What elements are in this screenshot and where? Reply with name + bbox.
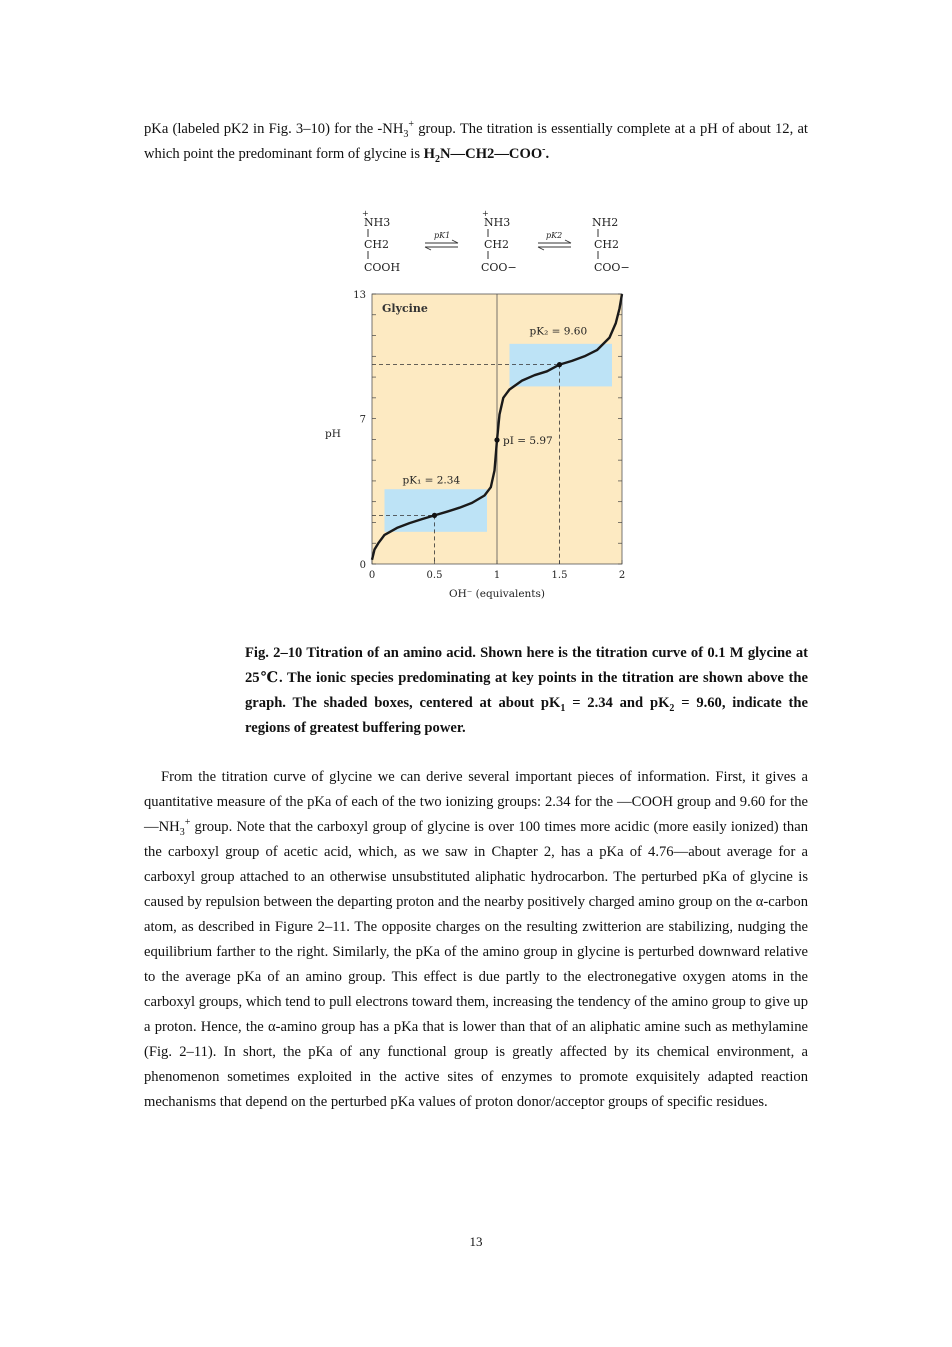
annotation-label: pK₂ = 9.60 — [529, 325, 588, 338]
buffer-region — [385, 489, 488, 532]
key-point — [432, 513, 437, 518]
key-point — [557, 362, 562, 367]
y-tick-label: 7 — [359, 414, 366, 426]
y-tick-label: 0 — [359, 560, 366, 571]
species-charge: + — [482, 209, 489, 218]
x-tick-label: 1 — [493, 570, 501, 581]
equilibrium-arrow-1 — [425, 231, 458, 250]
species-mid: CH2 — [594, 238, 620, 251]
x-tick-label: 0 — [368, 570, 376, 581]
x-axis-label: OH⁻ (equivalents) — [448, 588, 546, 600]
chart-title: Glycine — [382, 302, 428, 315]
annotation-label: pI = 5.97 — [503, 435, 553, 448]
species-top: NH2 — [592, 216, 619, 229]
body-paragraph: From the titration curve of glycine we can derive several important pieces of information. First, it gives a quantitative measure of the pKa of each of the two ionizing groups: 2.34 for the —COOH group and 9.60 for the $—NH_3^+$ group. Note that the carboxyl group of glycine is over 100 times more acidic (more easily ionized) than the carboxyl group of acetic acid, which, as we saw in Chapter 2, has a pKa of 4.76—about average for a carboxyl group attached to an otherwise unsubstituted aliphatic hydrocarbon. The perturbed pKa of glycine is caused by repulsion between the departing proton and the nearby positively charged amino group on the α-carbon atom, as described in Figure 2–11. The opposite charges on the resulting zwitterion are stabilizing, nudging the equilibrium farther to the right. Similarly, the pKa of the amino group in glycine is perturbed downward relative to the average pKa of an amino group. This effect is due partly to the electronegative oxygen atoms in the carboxyl groups, which tend to pull electrons toward them, increasing the tendency of the amino group to give up a proton. Hence, the α-amino group has a pKa that is lower than that of an aliphatic amine such as methylamine (Fig. 2–11). In short, the pKa of any functional group is greatly affected by its chemical environment, a phenomenon sometimes exploited in the active sites of enzymes to promote exquisitely adapted reaction mechanisms that depend on the perturbed pKa values of proton donor/acceptor groups of specific residues. — [144, 769, 808, 1110]
plot-area — [325, 290, 625, 600]
x-tick-label: 2 — [618, 570, 626, 581]
annotation-label: pK₁ = 2.34 — [402, 474, 461, 487]
species-top: NH3 — [364, 216, 391, 229]
x-tick-label: 0.5 — [426, 570, 443, 581]
species-mid: CH2 — [364, 238, 390, 251]
equilibrium-arrow-2 — [538, 231, 571, 250]
titration-svg — [300, 200, 660, 610]
y-axis-label: pH — [325, 428, 341, 440]
y-tick-label: 13 — [353, 290, 366, 301]
species-zwitterion — [481, 209, 517, 274]
species-mid: CH2 — [484, 238, 510, 251]
species-top: NH3 — [484, 216, 511, 229]
equilibrium-label: pK2 — [546, 231, 563, 240]
x-tick-label: 1.5 — [551, 570, 568, 581]
figure-caption: Fig. 2–10 Titration of an amino acid. Shown here is the titration curve of 0.1 M glycine at 25℃. The ionic species predominating at key points in the titration are shown above the graph. The shaded boxes, centered at about $pK_1 = 2.34$ and $pK_2 = 9.60$, indicate the regions of greatest buffering power. — [245, 645, 808, 736]
species-cationic — [362, 209, 400, 274]
key-point — [494, 437, 499, 442]
species-anionic — [592, 216, 630, 274]
equilibrium-label: pK1 — [434, 231, 451, 240]
species-bottom: COO− — [594, 261, 630, 274]
species-charge: + — [362, 209, 369, 218]
intro-paragraph: pKa (labeled pK2 in Fig. 3–10) for the $-NH_3^+$ group. The titration is essentially complete at a pH of about 12, at which point the predominant form of glycine is $H_2N—CH2—COO^-$. — [144, 119, 808, 165]
species-row — [362, 209, 630, 274]
page-number: 13 — [469, 1234, 483, 1249]
titration-figure — [300, 200, 660, 610]
species-bottom: COOH — [364, 261, 401, 274]
species-bottom: COO− — [481, 261, 517, 274]
